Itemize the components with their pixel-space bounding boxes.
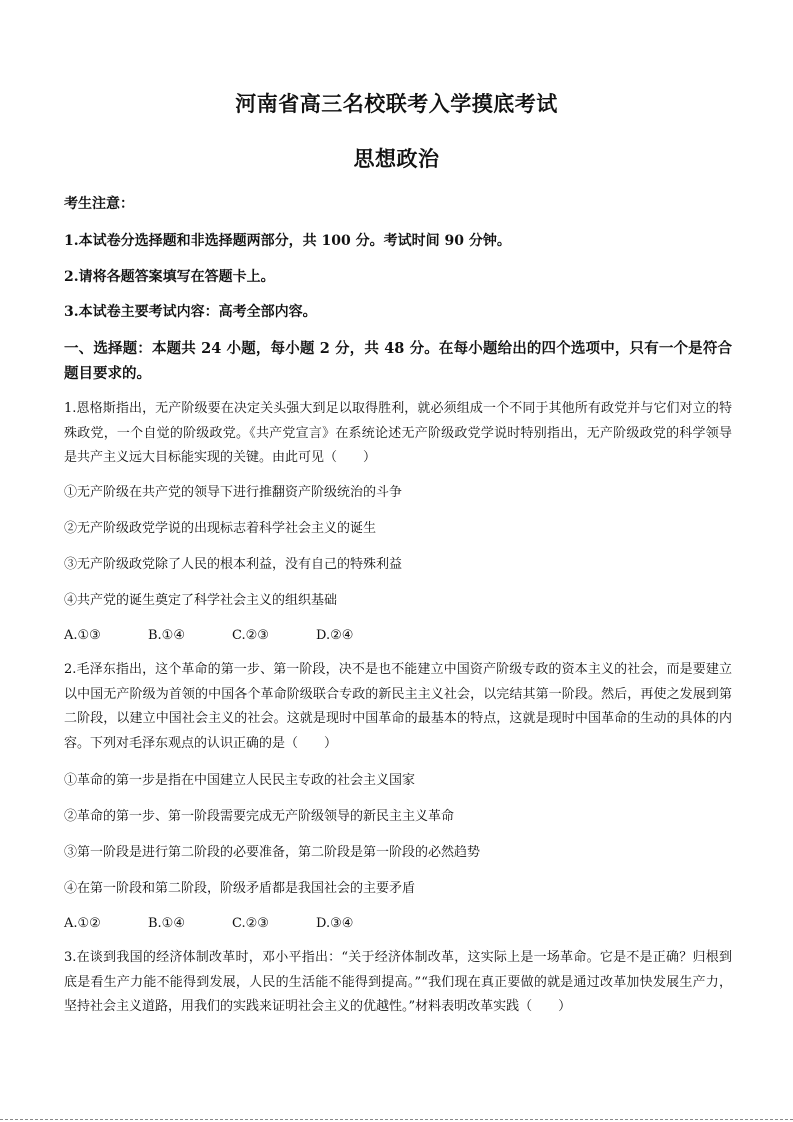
option-b: B.①④ xyxy=(148,916,185,931)
question-1-options xyxy=(64,626,400,646)
notice-item-1: 1.本试卷分选择题和非选择题两部分，共 100 分。考试时间 90 分钟。 xyxy=(64,233,511,249)
option-c: C.②③ xyxy=(232,916,269,931)
question-1-statement-1: ①无产阶级在共产党的领导下进行推翻资产阶级统治的斗争 xyxy=(64,485,403,500)
notice-heading: 考生注意： xyxy=(64,196,134,212)
question-2-statement-4: ④在第一阶段和第二阶段，阶级矛盾都是我国社会的主要矛盾 xyxy=(64,881,416,896)
exam-title: 河南省高三名校联考入学摸底考试 xyxy=(235,91,558,116)
option-d: D.③④ xyxy=(316,916,354,931)
question-2-stem: 2.毛泽东指出，这个革命的第一步、第一阶段，决不是也不能建立中国资产阶级专政的资本主义的社会，而是要建立以中国无产阶级为首领的中国各个革命阶级联合专政的新民主主义社会，以完结其第一阶段。然后，再使之发展到第二阶段，以建立中国社会主义的社会。这就是现时中国革命的最基本的特点，这就是现时中国革命的生动的具体的内容。下列对毛泽东观点的认识正确的是（ ） xyxy=(64,662,732,751)
option-c: C.②③ xyxy=(232,628,269,643)
question-2-statement-2: ②革命的第一步、第一阶段需要完成无产阶级领导的新民主主义革命 xyxy=(64,809,455,824)
question-1-statement-3: ③无产阶级政党除了人民的根本利益，没有自己的特殊利益 xyxy=(64,557,403,572)
question-2-statement-3: ③第一阶段是进行第二阶段的必要准备，第二阶段是第一阶段的必然趋势 xyxy=(64,845,481,860)
question-3-stem: 3.在谈到我国的经济体制改革时，邓小平指出：“关于经济体制改革，这实际上是一场革命。它是不是正确？归根到底是看生产力能不能得到发展，人民的生活能不能得到提高。”“我们现在真正要做的就是通过改革加快发展生产力，坚持社会主义道路，用我们的实践来证明社会主义的优越性。”材料表明改革实践（ ） xyxy=(64,950,732,1014)
question-1-stem: 1.恩格斯指出，无产阶级要在决定关头强大到足以取得胜利，就必须组成一个不同于其他所有政党并与它们对立的特殊政党，一个自觉的阶级政党。《共产党宣言》在系统论述无产阶级政党学说时特别指出，无产阶级政党的科学领导是共产主义远大目标能实现的关键。由此可见（ ） xyxy=(64,401,732,465)
question-1-statement-2: ②无产阶级政党学说的出现标志着科学社会主义的诞生 xyxy=(64,521,377,536)
option-a: A.①③ xyxy=(64,628,101,643)
notice-item-2: 2.请将各题答案填写在答题卡上。 xyxy=(64,269,275,285)
question-2-statement-1: ①革命的第一步是指在中国建立人民民主专政的社会主义国家 xyxy=(64,773,416,788)
section-heading: 一、选择题：本题共 24 小题，每小题 2 分，共 48 分。在每小题给出的四个选项中，只有一个是符合题目要求的。 xyxy=(64,340,732,382)
option-a: A.①② xyxy=(64,916,101,931)
question-2-options xyxy=(64,914,400,934)
notice-item-3: 3.本试卷主要考试内容：高考全部内容。 xyxy=(64,304,317,320)
option-b: B.①④ xyxy=(148,628,185,643)
option-d: D.②④ xyxy=(316,628,354,643)
subject-title: 思想政治 xyxy=(353,146,440,171)
page-bottom-rule xyxy=(0,1119,793,1121)
question-1-statement-4: ④共产党的诞生奠定了科学社会主义的组织基础 xyxy=(64,593,338,608)
